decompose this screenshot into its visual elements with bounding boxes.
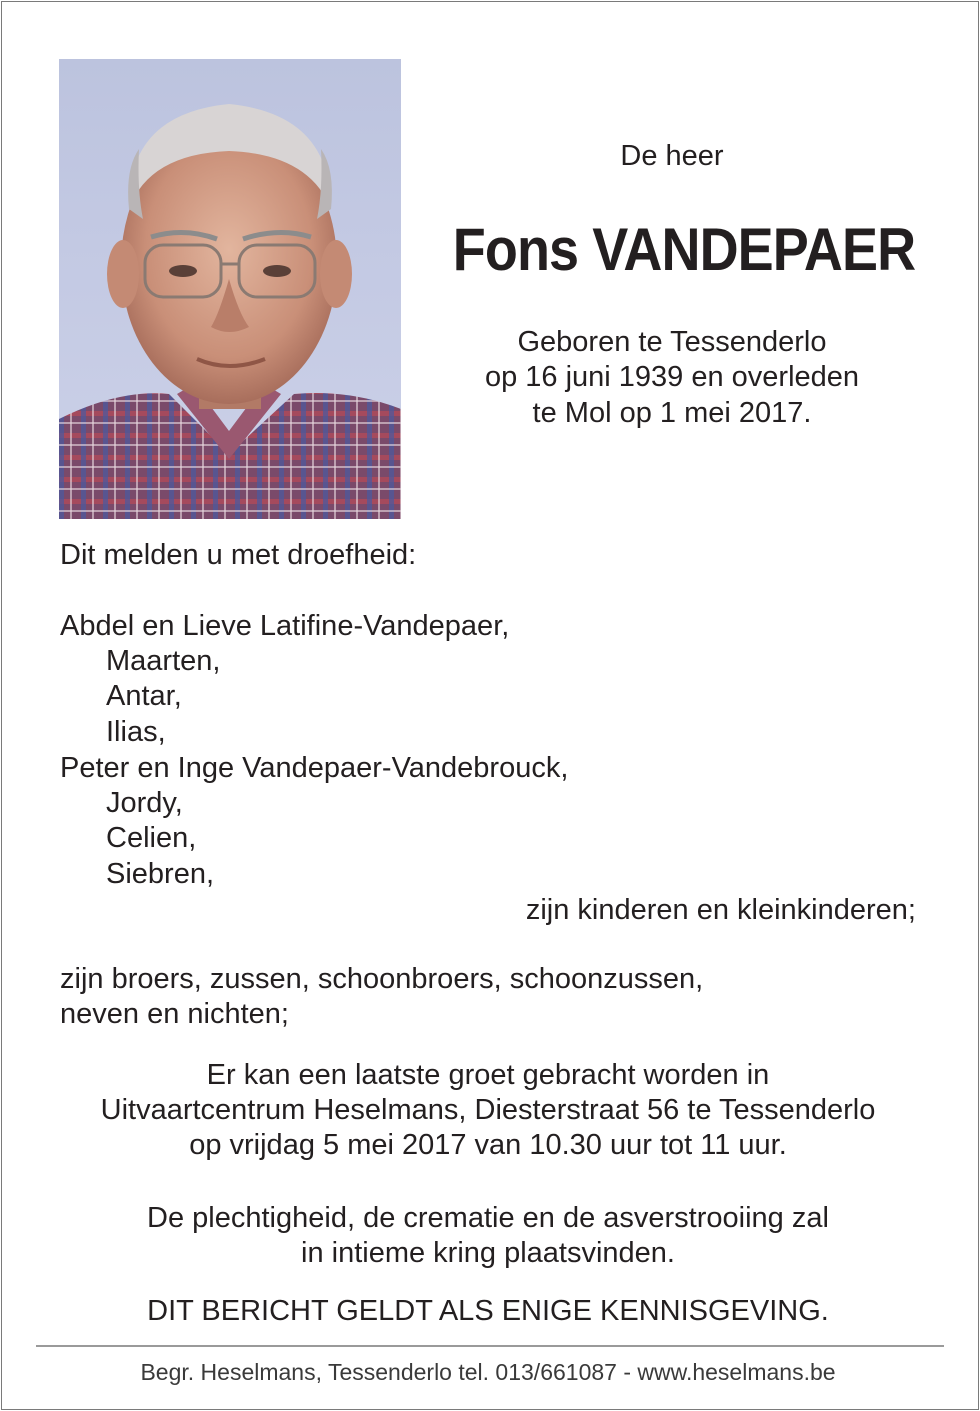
portrait-illustration (59, 59, 401, 519)
family-role: zijn kinderen en kleinkinderen; (525, 894, 916, 926)
portrait-photo (59, 59, 401, 519)
family-member: Ilias, (106, 716, 166, 748)
footer-divider (36, 1345, 944, 1347)
family-member: Peter en Inge Vandepaer-Vandebrouck, (60, 752, 569, 784)
honorific: De heer (620, 140, 724, 172)
ceremony-line: De plechtigheid, de crematie en de asverstrooiing zal (147, 1202, 829, 1234)
birth-line: Geboren te Tessenderlo (517, 326, 827, 358)
visitation-line: Er kan een laatste groet gebracht worden in (206, 1059, 770, 1091)
family-member: Siebren, (106, 858, 215, 890)
visitation-line: Uitvaartcentrum Heselmans, Diesterstraat 56 te Tessenderlo (100, 1094, 876, 1126)
deceased-name: Fons VANDEPAER (452, 216, 916, 283)
intro-text: Dit melden u met droefheid: (60, 539, 417, 571)
family-member: Jordy, (106, 787, 183, 819)
family-member: Abdel en Lieve Latifine-Vandepaer, (60, 610, 510, 642)
footer-text: Begr. Heselmans, Tessenderlo tel. 013/661087 - www.heselmans.be (140, 1359, 836, 1385)
visitation-line: op vrijdag 5 mei 2017 van 10.30 uur tot 11 uur. (189, 1129, 787, 1161)
relatives-line: zijn broers, zussen, schoonbroers, schoonzussen, (60, 963, 704, 995)
birth-line: te Mol op 1 mei 2017. (532, 397, 812, 429)
family-member: Maarten, (106, 645, 221, 677)
family-member: Celien, (106, 822, 197, 854)
notice-text: DIT BERICHT GELDT ALS ENIGE KENNISGEVING. (147, 1295, 829, 1327)
family-member: Antar, (106, 680, 182, 712)
ceremony-line: in intieme kring plaatsvinden. (301, 1237, 675, 1269)
birth-line: op 16 juni 1939 en overleden (484, 361, 860, 393)
relatives-line: neven en nichten; (60, 998, 289, 1030)
